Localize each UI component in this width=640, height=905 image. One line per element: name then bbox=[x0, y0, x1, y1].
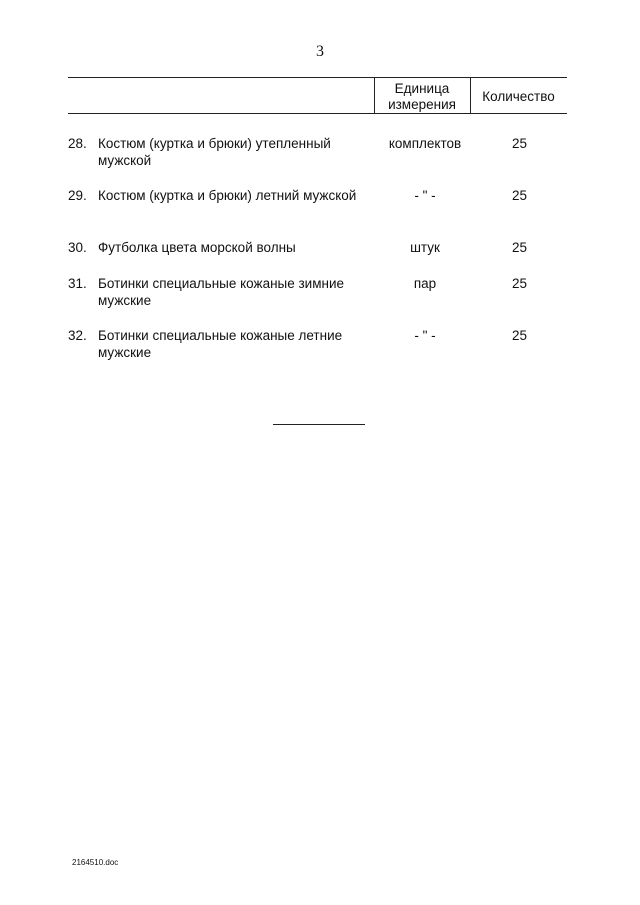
page-number: 3 bbox=[316, 43, 324, 60]
row-unit: - " - bbox=[414, 188, 436, 203]
table-row bbox=[68, 135, 567, 187]
row-unit: комплектов bbox=[388, 136, 462, 151]
row-unit: штук bbox=[410, 240, 440, 255]
row-number: 31. bbox=[68, 276, 87, 291]
row-name: Костюм (куртка и брюки) утепленный мужской bbox=[98, 136, 331, 168]
row-quantity: 25 bbox=[511, 240, 528, 255]
header-unit: Единица измерения bbox=[388, 81, 456, 112]
header-bottom-rule bbox=[68, 113, 567, 114]
row-unit: пар bbox=[413, 276, 437, 291]
row-quantity: 25 bbox=[511, 276, 528, 291]
row-number: 32. bbox=[68, 328, 87, 343]
footer-filename: 2164510.doc bbox=[72, 858, 119, 867]
table-row bbox=[68, 327, 567, 367]
table-row bbox=[68, 275, 567, 327]
row-quantity: 25 bbox=[511, 188, 528, 203]
table-row bbox=[68, 239, 567, 275]
row-number: 28. bbox=[68, 136, 87, 151]
row-name: Ботинки специальные кожаные зимние мужские bbox=[98, 276, 345, 308]
row-number: 29. bbox=[68, 188, 87, 203]
header-quantity: Количество bbox=[482, 89, 555, 104]
table-top-rule bbox=[68, 77, 567, 78]
table-row bbox=[68, 187, 567, 239]
end-divider bbox=[273, 424, 365, 425]
row-name: Костюм (куртка и брюки) летний мужской bbox=[98, 188, 357, 203]
row-name: Футболка цвета морской волны bbox=[98, 240, 296, 255]
row-quantity: 25 bbox=[511, 328, 528, 343]
table-body bbox=[68, 135, 567, 367]
row-number: 30. bbox=[68, 240, 87, 255]
row-name: Ботинки специальные кожаные летние мужские bbox=[98, 328, 343, 360]
row-quantity: 25 bbox=[511, 136, 528, 151]
row-unit: - " - bbox=[414, 328, 436, 343]
